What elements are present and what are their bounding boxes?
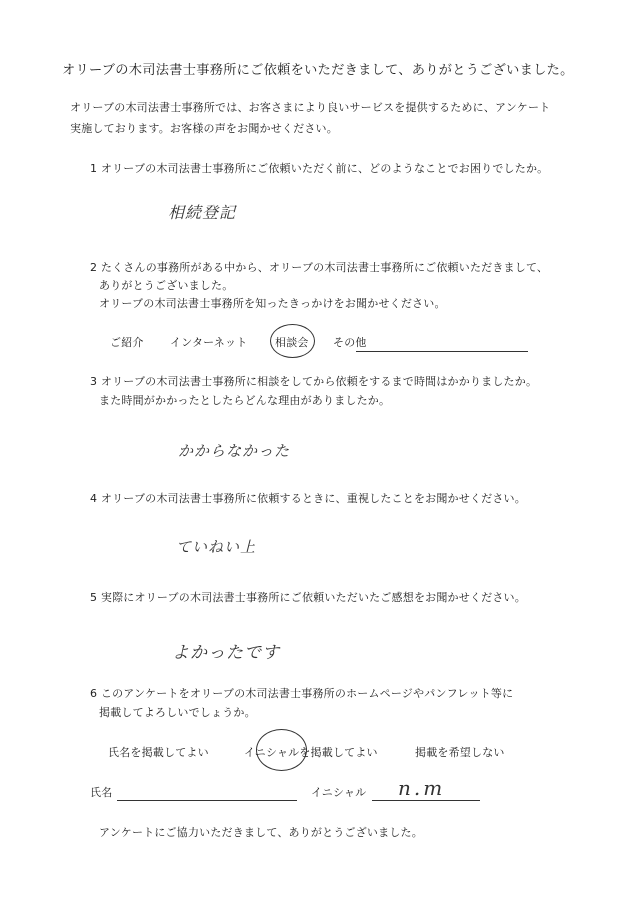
closing-message: アンケートにご協力いただきまして、ありがとうございました。 — [99, 826, 423, 839]
q2-other-fill-line[interactable] — [356, 351, 528, 352]
answer-4-handwritten: ていねい上 — [176, 538, 257, 556]
question-6-line-1: 6 このアンケートをオリーブの木司法書士事務所のホームページやパンフレット等に — [90, 687, 514, 700]
initial-fill-line[interactable] — [372, 800, 480, 801]
intro-line-2: 実施しております。お客様の声をお聞かせください。 — [70, 122, 338, 135]
intro-line-1: オリーブの木司法書士事務所では、お客さまにより良いサービスを提供するために、アンケート — [70, 101, 551, 114]
q2-option-referral[interactable]: ご紹介 — [110, 336, 144, 349]
page-title: オリーブの木司法書士事務所にご依頼をいただきまして、ありがとうございました。 — [62, 63, 574, 78]
q2-option-other[interactable]: その他 — [333, 336, 367, 349]
q6-option-initial[interactable]: イニシャルを掲載してよい — [244, 746, 378, 759]
initial-label: イニシャル — [311, 786, 367, 799]
question-2-line-2: ありがとうございました。 — [99, 279, 234, 292]
question-2-line-3: オリーブの木司法書士事務所を知ったきっかけをお聞かせください。 — [99, 297, 446, 310]
answer-1-handwritten: 相続登記 — [168, 203, 237, 222]
answer-3-handwritten: かからなかった — [178, 442, 291, 460]
question-2-line-1: 2 たくさんの事務所がある中から、オリーブの木司法書士事務所にご依頼いただきまして、 — [90, 261, 549, 274]
q2-option-internet[interactable]: インターネット — [170, 336, 248, 349]
question-6-line-2: 掲載してよろしいでしょうか。 — [99, 706, 256, 719]
question-1: 1 オリーブの木司法書士事務所にご依頼いただく前に、どのようなことでお困りでしたか。 — [90, 162, 549, 175]
answer-5-handwritten: よかったです — [172, 643, 280, 663]
name-fill-line[interactable] — [117, 800, 297, 801]
initial-handwritten: n.m — [398, 776, 446, 800]
question-5: 5 実際にオリーブの木司法書士事務所にご依頼いただいたご感想をお聞かせください。 — [90, 591, 526, 604]
question-4: 4 オリーブの木司法書士事務所に依頼するときに、重視したことをお聞かせください。 — [90, 492, 526, 505]
q6-selection-circle — [256, 729, 307, 771]
q6-option-decline[interactable]: 掲載を希望しない — [415, 746, 505, 759]
question-3-line-2: また時間がかかったとしたらどんな理由がありましたか。 — [99, 394, 391, 407]
q2-selection-circle — [270, 324, 315, 358]
question-3-line-1: 3 オリーブの木司法書士事務所に相談をしてから依頼をするまで時間はかかりましたか。 — [90, 375, 538, 388]
name-label: 氏名 — [90, 786, 113, 799]
q2-option-seminar[interactable]: 相談会 — [275, 336, 309, 349]
q6-option-name[interactable]: 氏名を掲載してよい — [108, 746, 209, 759]
